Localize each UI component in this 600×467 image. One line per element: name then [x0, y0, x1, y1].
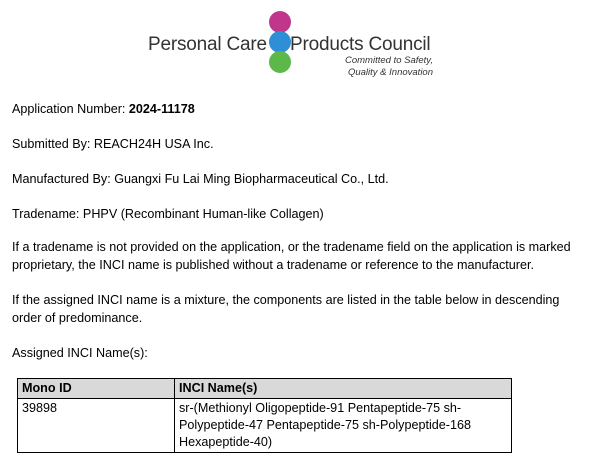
cell-inci-name: sr-(Methionyl Oligopeptide-91 Pentapeptide-75 sh-Polypeptide-47 Pentapeptide-75 sh-Polypeptide-168 Hexapeptide-40): [175, 399, 512, 453]
header-inci-name: INCI Name(s): [175, 379, 512, 399]
manufactured-by: Manufactured By: Guangxi Fu Lai Ming Biopharmaceutical Co., Ltd.: [12, 172, 389, 186]
submitted-by: Submitted By: REACH24H USA Inc.: [12, 137, 214, 151]
cell-mono-id: 39898: [18, 399, 175, 453]
logo-text-right: Products Council: [290, 34, 431, 55]
green-circle-icon: [269, 51, 291, 73]
mixture-note: If the assigned INCI name is a mixture, the components are listed in the table below in descending order of predominance.: [12, 293, 560, 325]
logo-tagline: [313, 55, 433, 79]
table-header-row: [18, 379, 512, 399]
table-row: [18, 399, 512, 453]
inci-table: [17, 378, 512, 453]
assigned-inci-label: Assigned INCI Name(s):: [12, 346, 148, 360]
tagline-line-1: Committed to Safety,: [345, 55, 433, 66]
logo-text-left: Personal Care: [148, 34, 267, 55]
application-number: [12, 100, 590, 118]
tradename: Tradename: PHPV (Recombinant Human-like Collagen): [12, 207, 324, 221]
header-mono-id: Mono ID: [18, 379, 175, 399]
pcpc-header: [148, 10, 448, 82]
tagline-line-2: Quality & Innovation: [347, 67, 433, 78]
application-number-value: 2024-11178: [128, 102, 195, 116]
magenta-circle-icon: [269, 11, 291, 33]
blue-circle-icon: [269, 31, 291, 53]
application-number-label: Application Number:: [12, 102, 126, 116]
tradename-note: If a tradename is not provided on the application, or the tradename field on the application is marked proprietary, the INCI name is published without a tradename or reference to the manufacturer.: [12, 240, 571, 272]
